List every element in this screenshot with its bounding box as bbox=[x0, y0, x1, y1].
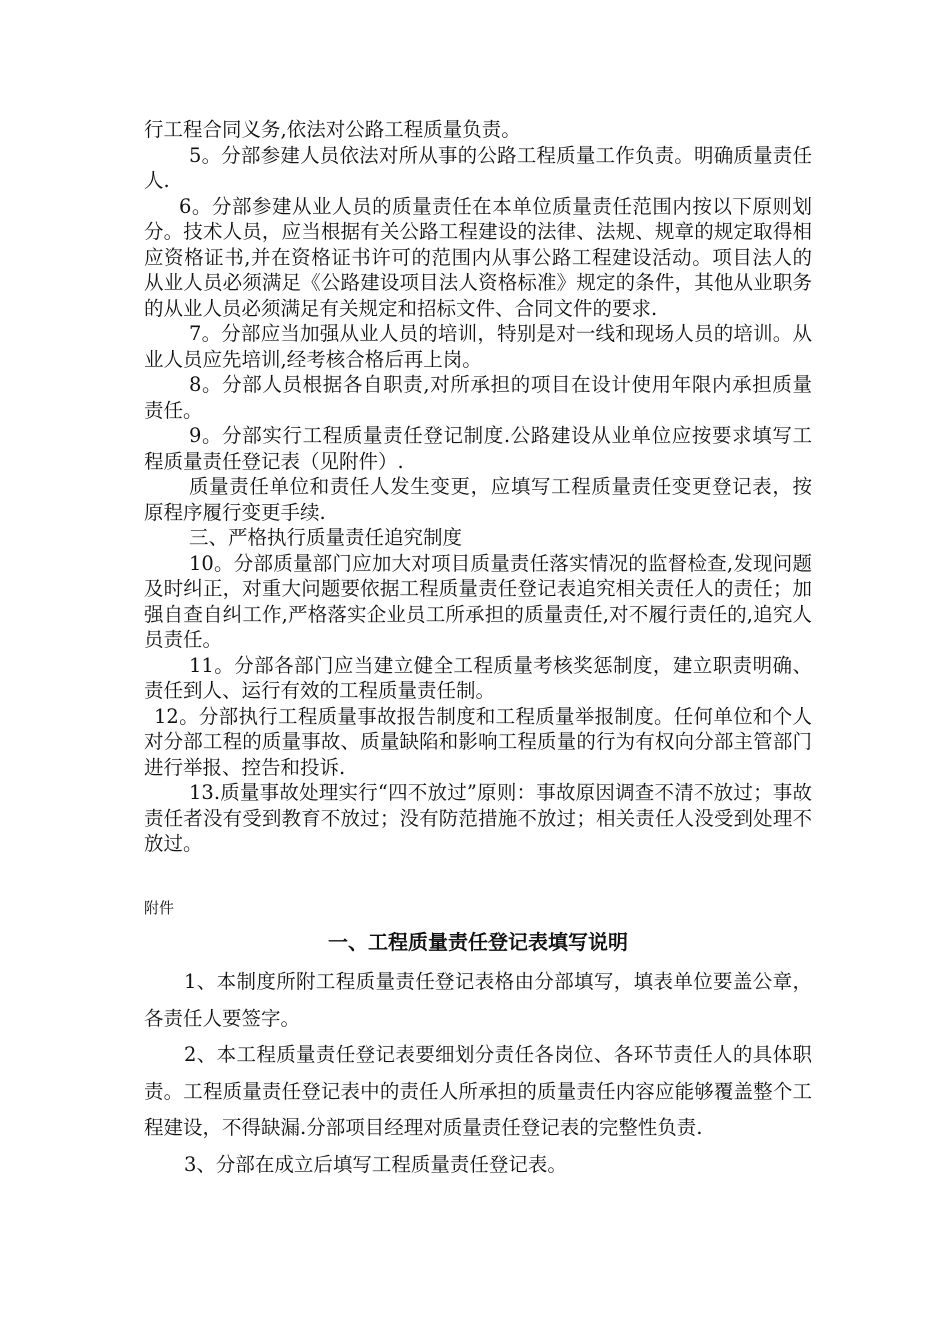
paragraph-contract-duty: 行工程合同义务,依法对公路工程质量负责。 bbox=[144, 118, 521, 141]
paragraph-item-13: 13.质量事故处理实行“四不放过”原则：事故原因调查不清不放过；事故责任者没有受到教育不放过；没有防范措施不放过；相关责任人没受到处理不放过。 bbox=[144, 781, 812, 855]
instruction-item-3: 3、分部在成立后填写工程质量责任登记表。 bbox=[184, 1152, 567, 1176]
paragraph-item-12: 12。分部执行工程质量事故报告制度和工程质量举报制度。任何单位和个人对分部工程的质量事故、质量缺陷和影响工程质量的行为有权向分部主管部门进行举报、控告和投诉. bbox=[144, 704, 812, 779]
paragraph-item-5: 5。分部参建人员依法对所从事的公路工程质量工作负责。明确质量责任人. bbox=[144, 143, 812, 192]
paragraph-item-7: 7。分部应当加强从业人员的培训，特别是对一线和现场人员的培训。从业人员应先培训,经考核合格后再上岗。 bbox=[144, 322, 812, 371]
section-heading-accountability: 三、严格执行质量责任追究制度 bbox=[189, 526, 463, 549]
instruction-item-1: 1、本制度所附工程质量责任登记表格由分部填写，填表单位要盖公章，各责任人要签字。 bbox=[144, 970, 812, 1030]
paragraph-item-11: 11。分部各部门应当建立健全工程质量考核奖惩制度，建立职责明确、责任到人、运行有效的工程质量责任制。 bbox=[144, 653, 812, 702]
attachment-instructions bbox=[144, 964, 812, 1183]
paragraph-item-6: 6。分部参建从业人员的质量责任在本单位质量责任范围内按以下原则划分。技术人员，应当根据有关公路工程建设的法律、法规、规章的规定取得相应资格证书,并在资格证书许可的范围内从事公路工程建设活动。项目法人的从业人员必须满足《公路建设项目法人资格标准》规定的条件，其他从业职务的从业人员必须满足有关规定和招标文件、合同文件的要求. bbox=[144, 194, 812, 320]
paragraph-item-9: 9。分部实行工程质量责任登记制度.公路建设从业单位应按要求填写工程质量责任登记表（见附件）. bbox=[144, 424, 812, 473]
attachment-heading: 一、工程质量责任登记表填写说明 bbox=[328, 930, 628, 954]
attachment-label: 附件 bbox=[144, 899, 175, 917]
paragraph-change-registration: 质量责任单位和责任人发生变更，应填写工程质量责任变更登记表，按原程序履行变更手续. bbox=[144, 475, 812, 524]
paragraph-item-10: 10。分部质量部门应加大对项目质量责任落实情况的监督检查,发现问题及时纠正，对重大问题要依据工程质量责任登记表追究相关责任人的责任；加强自查自纠工作,严格落实企业员工所承担的质量责任,对不履行责任的,追究人员责任。 bbox=[144, 551, 812, 651]
paragraph-item-8: 8。分部人员根据各自职责,对所承担的项目在设计使用年限内承担质量责任。 bbox=[144, 373, 812, 422]
regulation-body bbox=[144, 117, 812, 857]
instruction-item-2: 2、本工程质量责任登记表要细划分责任各岗位、各环节责任人的具体职责。工程质量责任登记表中的责任人所承担的质量责任内容应能够覆盖整个工程建设，不得缺漏.分部项目经理对质量责任登记表的完整性负责. bbox=[144, 1043, 812, 1139]
